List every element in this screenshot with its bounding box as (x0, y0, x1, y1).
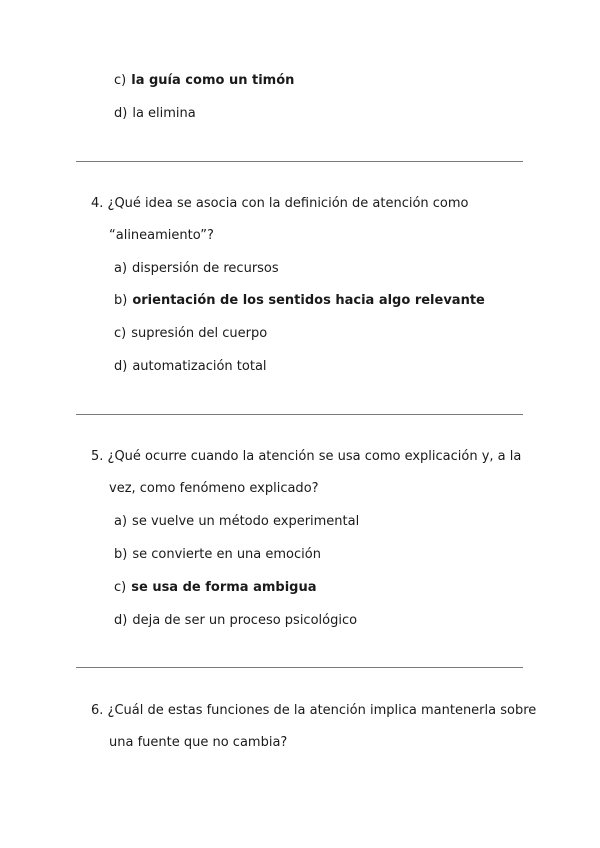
question-4-continuation: “alineamiento”? (109, 228, 214, 243)
option-letter: b) (114, 547, 128, 562)
option-letter: a) (114, 514, 128, 529)
option-letter: b) (114, 293, 128, 308)
option-a (114, 261, 279, 277)
question-5 (91, 449, 521, 465)
option-text: dispersión de recursos (132, 261, 279, 276)
option-letter: d) (114, 106, 128, 121)
question-number: 4. (91, 196, 104, 211)
question-5-continuation: vez, como fenómeno explicado? (109, 481, 319, 496)
section-divider (76, 667, 523, 668)
option-text: se vuelve un método experimental (132, 514, 360, 529)
option-text-correct: orientación de los sentidos hacia algo relevante (132, 293, 485, 308)
question-number: 6. (91, 703, 104, 718)
option-letter: c) (114, 326, 127, 341)
section-divider (76, 161, 523, 162)
option-text: deja de ser un proceso psicológico (132, 613, 358, 628)
option-c (114, 580, 317, 596)
option-text: se convierte en una emoción (132, 547, 321, 562)
option-letter: d) (114, 359, 128, 374)
option-d (114, 613, 357, 629)
option-text: supresión del cuerpo (131, 326, 268, 341)
option-text-correct: se usa de forma ambigua (131, 580, 317, 595)
option-letter: c) (114, 580, 127, 595)
question-text: ¿Qué ocurre cuando la atención se usa como explicación y, a la (107, 449, 522, 464)
option-c (114, 326, 267, 342)
option-a (114, 514, 359, 530)
option-b (114, 293, 485, 309)
question-6 (91, 703, 536, 719)
option-d (114, 106, 196, 122)
question-text: ¿Cuál de estas funciones de la atención implica mantenerla sobre (107, 703, 537, 718)
option-d (114, 359, 267, 375)
option-text: automatización total (132, 359, 267, 374)
question-6-continuation: una fuente que no cambia? (109, 735, 288, 750)
question-4 (91, 196, 469, 212)
option-text-correct: la guía como un timón (131, 73, 295, 88)
question-text: ¿Qué idea se asocia con la definición de atención como (107, 196, 469, 211)
question-number: 5. (91, 449, 104, 464)
section-divider (76, 414, 523, 415)
option-letter: d) (114, 613, 128, 628)
option-text: la elimina (132, 106, 196, 121)
option-c (114, 73, 294, 89)
option-b (114, 547, 321, 563)
option-letter: a) (114, 261, 128, 276)
option-letter: c) (114, 73, 127, 88)
